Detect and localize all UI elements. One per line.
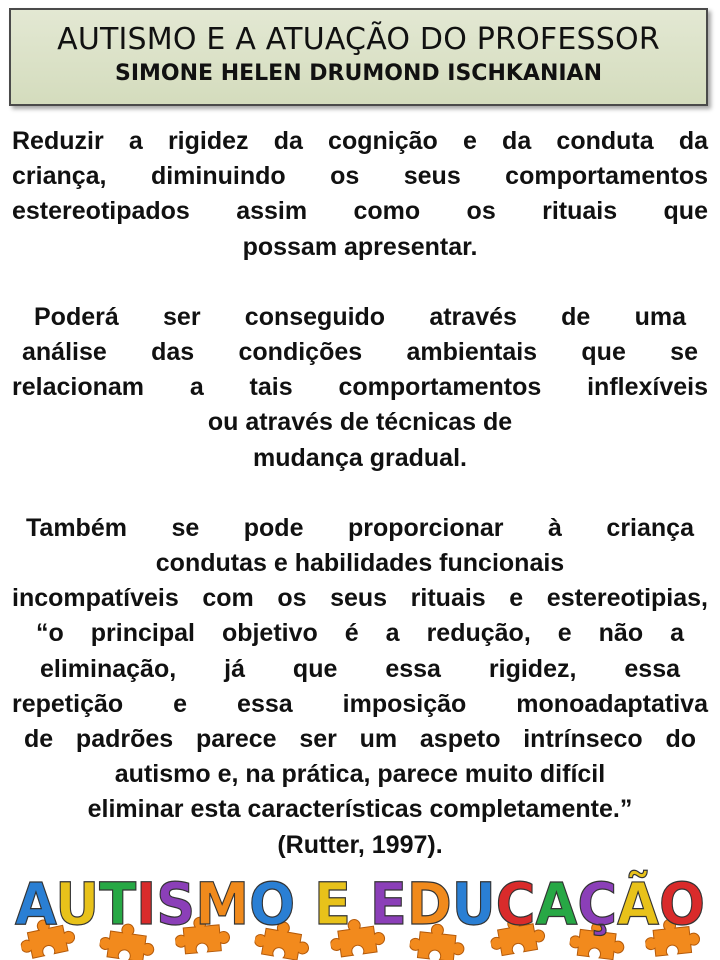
text-line: mudança gradual. <box>253 443 467 472</box>
text-line: repetição e essa imposição monoadaptativa <box>12 689 708 718</box>
text-line: condutas e habilidades funcionais <box>155 549 565 578</box>
text-line: eliminação, já que essa rigidez, essa <box>40 654 680 683</box>
text-line: análise das condições ambientais que se <box>22 338 698 367</box>
text-line: “o principal objetivo é a redução, e não a <box>36 619 684 648</box>
text-line: Reduzir a rigidez da cognição e da conduta da <box>12 127 708 155</box>
text-line: de padrões parece ser um aspeto intrínseco do <box>24 725 696 754</box>
autismo-educacao-logo <box>0 858 720 960</box>
paragraph-1 <box>12 124 708 265</box>
text-line: possam apresentar. <box>242 232 478 261</box>
title-banner <box>9 8 708 106</box>
text-line: criança, diminuindo os seus comportamentos <box>12 162 708 191</box>
text-line: incompatíveis com os seus rituais e estereotipias, <box>12 584 708 613</box>
text-line: (Rutter, 1997). <box>277 830 443 859</box>
logo-graphic <box>0 858 720 960</box>
text-line: estereotipados assim como os rituais que <box>12 197 708 226</box>
body-text <box>12 124 708 863</box>
page-title: AUTISMO E A ATUAÇÃO DO PROFESSOR <box>57 22 660 57</box>
logo-wordmark: AUTISMO E EDUCAÇÃO <box>15 870 709 938</box>
paragraph-3 <box>12 511 708 863</box>
text-line: Poderá ser conseguido através de uma <box>34 302 686 331</box>
author-name: SIMONE HELEN DRUMOND ISCHKANIAN <box>115 61 602 86</box>
text-line: relacionam a tais comportamentos inflexíveis <box>12 373 708 402</box>
text-line: Também se pode proporcionar à criança <box>26 513 694 542</box>
paragraph-2 <box>12 300 708 476</box>
text-line: eliminar esta características completamente.” <box>87 795 633 824</box>
text-line: autismo e, na prática, parece muito difícil <box>114 760 606 789</box>
text-line: ou através de técnicas de <box>207 408 513 437</box>
